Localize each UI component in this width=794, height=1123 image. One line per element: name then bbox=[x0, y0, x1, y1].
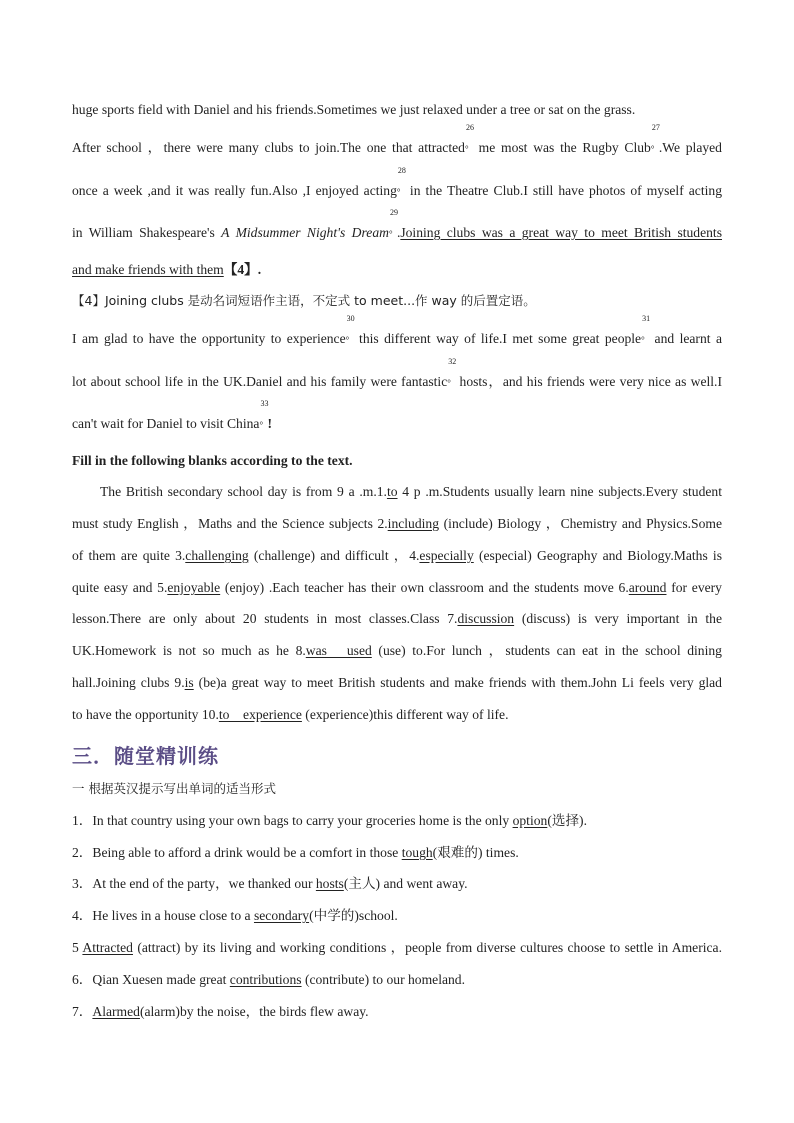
answer-1: to bbox=[386, 484, 398, 499]
text: quite easy and 5. bbox=[72, 580, 168, 595]
answer: Alarmed bbox=[92, 1004, 140, 1019]
footnote-marker-32: 32 ° bbox=[447, 357, 457, 388]
footnote-number: 29 bbox=[389, 208, 398, 217]
exercise-heading bbox=[72, 451, 722, 471]
answer-7: discussion bbox=[457, 611, 515, 626]
footnote-number: 33 bbox=[260, 399, 269, 408]
text: (艰难的) times. bbox=[432, 845, 519, 860]
answer: secondary bbox=[253, 908, 310, 923]
text: hall.Joining clubs 9. bbox=[72, 675, 185, 690]
section-heading bbox=[72, 740, 219, 769]
text: and learnt a bbox=[649, 331, 722, 346]
text: me most was the Rugby Club bbox=[472, 140, 651, 155]
passage-line-4 bbox=[72, 208, 722, 244]
text: 4．He lives in a house close to a bbox=[72, 908, 254, 923]
footnote-marker-28: 28 ° bbox=[396, 166, 406, 197]
answer-3: challenging bbox=[185, 548, 249, 563]
passage-line-1 bbox=[72, 100, 722, 120]
text: 1．In that country using your own bags to carry your groceries home is the only bbox=[72, 813, 513, 828]
answer-6: around bbox=[628, 580, 667, 595]
text: (主人) and went away. bbox=[343, 876, 468, 891]
answer: Attracted bbox=[82, 940, 133, 955]
underlined-sentence: and make friends with them bbox=[72, 262, 224, 277]
answer-8: was used bbox=[305, 643, 372, 658]
text: 6．Qian Xuesen made great bbox=[72, 972, 230, 987]
text: 一 根据英汉提示写出单词的适当形式 bbox=[72, 781, 276, 796]
answer-4: especially bbox=[419, 548, 474, 563]
text: lesson.There are only about 20 students in most classes.Class 7. bbox=[72, 611, 458, 626]
answer: tough bbox=[401, 845, 433, 860]
text: (experience)this different way of life. bbox=[301, 707, 509, 722]
exercise-item-1 bbox=[72, 811, 722, 831]
passage-line-2 bbox=[72, 123, 722, 159]
exercise-item-6 bbox=[72, 970, 722, 990]
book-title: A Midsummer Night's Dream bbox=[221, 225, 389, 240]
text: ! bbox=[267, 416, 272, 431]
answer-10: to experience bbox=[218, 707, 302, 722]
passage-line-8 bbox=[72, 399, 722, 435]
heading-text: Fill in the following blanks according to the text. bbox=[72, 453, 353, 468]
footnote-marker-33: 33 ° bbox=[259, 399, 269, 430]
text: 2．Being able to afford a drink would be a comfort in those bbox=[72, 845, 402, 860]
passage-line-3 bbox=[72, 166, 722, 202]
footnote-number: 28 bbox=[397, 166, 406, 175]
text: After school ，there were many clubs to join.The one that attracted bbox=[72, 140, 465, 155]
footnote-number: 30 bbox=[346, 314, 355, 323]
note-marker: 【4】. bbox=[223, 262, 262, 277]
text: in the Theatre Club.I still have photos of myself acting bbox=[404, 183, 722, 198]
text: of them are quite 3. bbox=[72, 548, 186, 563]
exercise-item-5 bbox=[72, 938, 722, 958]
text: (use) to.For lunch ，students can eat in the school dining bbox=[371, 643, 722, 658]
text: can't wait for Daniel to visit China bbox=[72, 416, 260, 431]
fill-line-1 bbox=[72, 482, 722, 502]
text: (enjoy) .Each teacher has their own classroom and the students move 6. bbox=[220, 580, 629, 595]
text: . bbox=[396, 225, 401, 240]
footnote-marker-29: 29 ° bbox=[388, 208, 398, 239]
grammar-note bbox=[72, 291, 722, 311]
fill-line-4 bbox=[72, 578, 722, 598]
text: I am glad to have the opportunity to experience bbox=[72, 331, 346, 346]
text: (attract) by its living and working conditions ，people from diverse cultures choose to settle in America. bbox=[132, 940, 722, 955]
text: (include) Biology ，Chemistry and Physics.Some bbox=[439, 516, 722, 531]
fill-line-6 bbox=[72, 641, 722, 661]
exercise-item-2 bbox=[72, 843, 722, 863]
exercise-item-4 bbox=[72, 906, 722, 926]
exercise-item-7 bbox=[72, 1002, 722, 1022]
text: to have the opportunity 10. bbox=[72, 707, 219, 722]
footnote-marker-26: 26 ° bbox=[464, 123, 474, 154]
fill-line-8 bbox=[72, 705, 722, 725]
answer: option bbox=[512, 813, 548, 828]
text: (contribute) to our homeland. bbox=[301, 972, 466, 987]
text: for every bbox=[666, 580, 722, 595]
text: 4 p .m.Students usually learn nine subjects.Every student bbox=[397, 484, 722, 499]
text: The British secondary school day is from 9 a .m.1. bbox=[100, 484, 387, 499]
text: in William Shakespeare's bbox=[72, 225, 222, 240]
text: (中学的)school. bbox=[309, 908, 398, 923]
answer-5: enjoyable bbox=[167, 580, 221, 595]
underlined-sentence: Joining clubs was a great way to meet British students bbox=[400, 225, 722, 240]
text: 3．At the end of the party，we thanked our bbox=[72, 876, 316, 891]
heading-text: 三．随堂精训练 bbox=[72, 744, 219, 768]
answer-2: including bbox=[387, 516, 440, 531]
text: hosts，and his friends were very nice as well.I bbox=[455, 374, 722, 389]
text: UK.Homework is not so much as he 8. bbox=[72, 643, 306, 658]
text: (challenge) and difficult ，4. bbox=[248, 548, 420, 563]
footnote-number: 32 bbox=[448, 357, 457, 366]
footnote-marker-30: 30 ° bbox=[345, 314, 355, 345]
fill-line-2 bbox=[72, 514, 722, 534]
text: once a week ,and it was really fun.Also ,I enjoyed acting bbox=[72, 183, 397, 198]
passage-line-6 bbox=[72, 314, 722, 350]
text: lot about school life in the UK.Daniel and his family were fantastic bbox=[72, 374, 448, 389]
answer: contributions bbox=[229, 972, 302, 987]
section-subheading bbox=[72, 779, 722, 799]
text: (选择). bbox=[547, 813, 587, 828]
text: 【4】Joining clubs 是动名词短语作主语，不定式 to meet...作 way 的后置定语。 bbox=[72, 293, 536, 308]
footnote-number: 27 bbox=[651, 123, 660, 132]
text: (discuss) is very important in the bbox=[514, 611, 722, 626]
answer: hosts bbox=[315, 876, 344, 891]
text: .We played bbox=[658, 140, 722, 155]
text: (especial) Geography and Biology.Maths is bbox=[473, 548, 722, 563]
text: 7． bbox=[72, 1004, 93, 1019]
text: 5 bbox=[72, 940, 83, 955]
passage-line-5 bbox=[72, 260, 722, 280]
footnote-number: 26 bbox=[465, 123, 474, 132]
text: this different way of life.I met some great people bbox=[353, 331, 642, 346]
exercise-item-3 bbox=[72, 874, 722, 894]
passage-line-7 bbox=[72, 357, 722, 393]
text: (alarm)by the noise，the birds flew away. bbox=[139, 1004, 369, 1019]
text: huge sports field with Daniel and his friends.Sometimes we just relaxed under a tree or sat on the grass. bbox=[72, 102, 636, 117]
footnote-marker-31: 31 ° bbox=[641, 314, 651, 345]
fill-line-3 bbox=[72, 546, 722, 566]
fill-line-7 bbox=[72, 673, 722, 693]
footnote-marker-27: 27 ° bbox=[650, 123, 660, 154]
footnote-number: 31 bbox=[642, 314, 651, 323]
text: (be)a great way to meet British students and make friends with them.John Li feels very glad bbox=[193, 675, 722, 690]
text: must study English ，Maths and the Science subjects 2. bbox=[72, 516, 388, 531]
fill-line-5 bbox=[72, 609, 722, 629]
answer-9: is bbox=[184, 675, 194, 690]
